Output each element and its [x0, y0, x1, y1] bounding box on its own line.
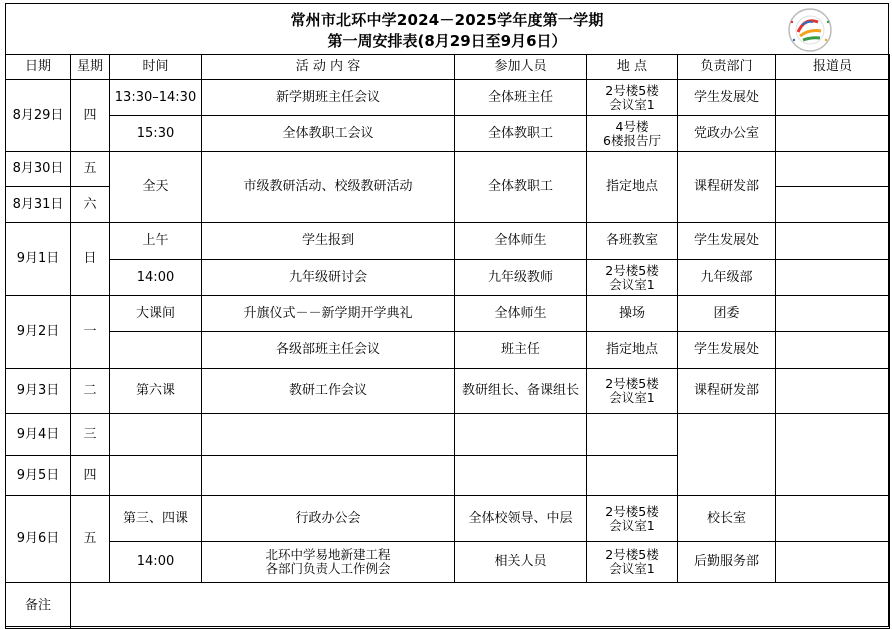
location-line: 2号楼5楼: [605, 503, 659, 519]
participants-cell: 全体师生: [455, 223, 587, 260]
activity-cell: 学生报到: [202, 223, 455, 260]
table-row: [6, 260, 890, 296]
department-cell: 课程研发部: [678, 152, 776, 223]
location-line: 2号楼5楼: [605, 376, 659, 391]
weekday-cell: 二: [71, 369, 110, 414]
time-cell: [110, 332, 202, 369]
remarks-content: [71, 583, 890, 629]
date-cell: 9月6日: [6, 496, 71, 583]
activity-cell: 升旗仪式－－新学期开学典礼: [202, 296, 455, 332]
time-cell: 15:30: [110, 116, 202, 152]
activity-line: 北环中学易地新建工程: [265, 547, 391, 562]
participants-cell: 相关人员: [455, 542, 587, 583]
activity-cell: 行政办公会: [202, 496, 455, 542]
location-line: 6楼报告厅: [603, 132, 661, 148]
weekday-cell: 日: [71, 223, 110, 296]
schedule-table: [5, 54, 890, 629]
reporter-cell: [776, 542, 890, 583]
time-cell: 13:30–14:30: [110, 80, 202, 116]
location-line: 2号楼5楼: [605, 547, 659, 562]
location-line: 会议室1: [609, 276, 655, 292]
location-cell: 指定地点: [587, 332, 678, 369]
time-cell: [110, 414, 202, 456]
location-line: 会议室1: [609, 96, 655, 112]
department-cell: 后勤服务部: [678, 542, 776, 583]
date-cell: 8月29日: [6, 80, 71, 152]
location-cell: [587, 496, 678, 542]
reporter-cell: [776, 296, 890, 332]
department-cell: 党政办公室: [678, 116, 776, 152]
header-reporter: 报道员: [776, 55, 890, 80]
location-cell: 操场: [587, 296, 678, 332]
remarks-row: [6, 583, 890, 629]
location-line: 会议室1: [609, 390, 655, 405]
participants-cell: 全体教职工: [455, 116, 587, 152]
activity-cell: 全体教职工会议: [202, 116, 455, 152]
title-block: [6, 4, 888, 56]
activity-line: 各部门负责人工作例会: [265, 561, 391, 576]
location-cell: [587, 260, 678, 296]
department-cell: 九年级部: [678, 260, 776, 296]
location-line: 2号楼5楼: [605, 262, 659, 278]
weekday-cell: 五: [71, 496, 110, 583]
location-cell: 各班教室: [587, 223, 678, 260]
date-cell: 8月31日: [6, 187, 71, 223]
participants-cell: [455, 414, 587, 456]
location-cell: [587, 116, 678, 152]
activity-cell: 各级部班主任会议: [202, 332, 455, 369]
location-cell: 指定地点: [587, 152, 678, 223]
activity-cell: [202, 414, 455, 456]
time-cell: 第三、四课: [110, 496, 202, 542]
weekday-cell: 四: [71, 80, 110, 152]
location-cell: [587, 456, 678, 496]
participants-cell: 全体校领导、中层: [455, 496, 587, 542]
participants-cell: 教研组长、备课组长: [455, 369, 587, 414]
table-row: [6, 332, 890, 369]
header-time: 时间: [110, 55, 202, 80]
participants-cell: 全体师生: [455, 296, 587, 332]
activity-cell: 新学期班主任会议: [202, 80, 455, 116]
header-activity: 活 动 内 容: [202, 55, 455, 80]
weekday-cell: 三: [71, 414, 110, 456]
department-cell: 团委: [678, 296, 776, 332]
weekday-cell: 四: [71, 456, 110, 496]
activity-cell: 教研工作会议: [202, 369, 455, 414]
department-cell: [678, 414, 776, 496]
participants-cell: 全体教职工: [455, 152, 587, 223]
date-cell: 9月4日: [6, 414, 71, 456]
reporter-cell: [776, 116, 890, 152]
location-line: 4号楼: [615, 118, 649, 134]
department-cell: 课程研发部: [678, 369, 776, 414]
date-cell: 9月1日: [6, 223, 71, 296]
activity-cell: 九年级研讨会: [202, 260, 455, 296]
activity-cell: [202, 542, 455, 583]
time-cell: 全天: [110, 152, 202, 223]
location-cell: [587, 80, 678, 116]
time-cell: 大课间: [110, 296, 202, 332]
time-cell: 14:00: [110, 260, 202, 296]
reporter-cell: [776, 80, 890, 116]
reporter-cell: [776, 260, 890, 296]
date-cell: 9月3日: [6, 369, 71, 414]
location-cell: [587, 369, 678, 414]
weekday-cell: 五: [71, 152, 110, 187]
page-title: 常州市北环中学2024－2025学年度第一学期: [290, 11, 604, 29]
table-row: [6, 496, 890, 542]
reporter-cell: [776, 496, 890, 542]
reporter-cell: [776, 369, 890, 414]
location-line: 会议室1: [609, 517, 655, 533]
department-cell: 校长室: [678, 496, 776, 542]
header-weekday: 星期: [71, 55, 110, 80]
participants-cell: 班主任: [455, 332, 587, 369]
department-cell: 学生发展处: [678, 80, 776, 116]
header-location: 地 点: [587, 55, 678, 80]
table-row: [6, 369, 890, 414]
page-subtitle: 第一周安排表(8月29日至9月6日）: [327, 32, 567, 50]
participants-cell: 九年级教师: [455, 260, 587, 296]
school-emblem-icon: [785, 7, 835, 53]
date-cell: 9月2日: [6, 296, 71, 369]
table-row: [6, 116, 890, 152]
date-cell: 8月30日: [6, 152, 71, 187]
remarks-label: 备注: [6, 583, 71, 629]
time-cell: [110, 456, 202, 496]
reporter-cell: [776, 414, 890, 496]
header-department: 负责部门: [678, 55, 776, 80]
table-row: [6, 296, 890, 332]
table-row: [6, 152, 890, 187]
location-cell: [587, 542, 678, 583]
location-cell: [587, 414, 678, 456]
time-cell: 14:00: [110, 542, 202, 583]
reporter-cell: [776, 223, 890, 260]
weekday-cell: 一: [71, 296, 110, 369]
header-date: 日期: [6, 55, 71, 80]
header-participants: 参加人员: [455, 55, 587, 80]
location-line: 会议室1: [609, 561, 655, 576]
weekday-cell: 六: [71, 187, 110, 223]
reporter-cell: [776, 152, 890, 187]
table-row: [6, 542, 890, 583]
table-row: [6, 80, 890, 116]
reporter-cell: [776, 187, 890, 223]
table-row: [6, 414, 890, 456]
table-row: [6, 223, 890, 260]
activity-cell: [202, 456, 455, 496]
date-cell: 9月5日: [6, 456, 71, 496]
location-line: 2号楼5楼: [605, 82, 659, 98]
department-cell: 学生发展处: [678, 332, 776, 369]
schedule-sheet: [5, 3, 889, 627]
time-cell: 上午: [110, 223, 202, 260]
participants-cell: [455, 456, 587, 496]
department-cell: 学生发展处: [678, 223, 776, 260]
reporter-cell: [776, 332, 890, 369]
participants-cell: 全体班主任: [455, 80, 587, 116]
header-row: [6, 55, 890, 80]
activity-cell: 市级教研活动、校级教研活动: [202, 152, 455, 223]
time-cell: 第六课: [110, 369, 202, 414]
